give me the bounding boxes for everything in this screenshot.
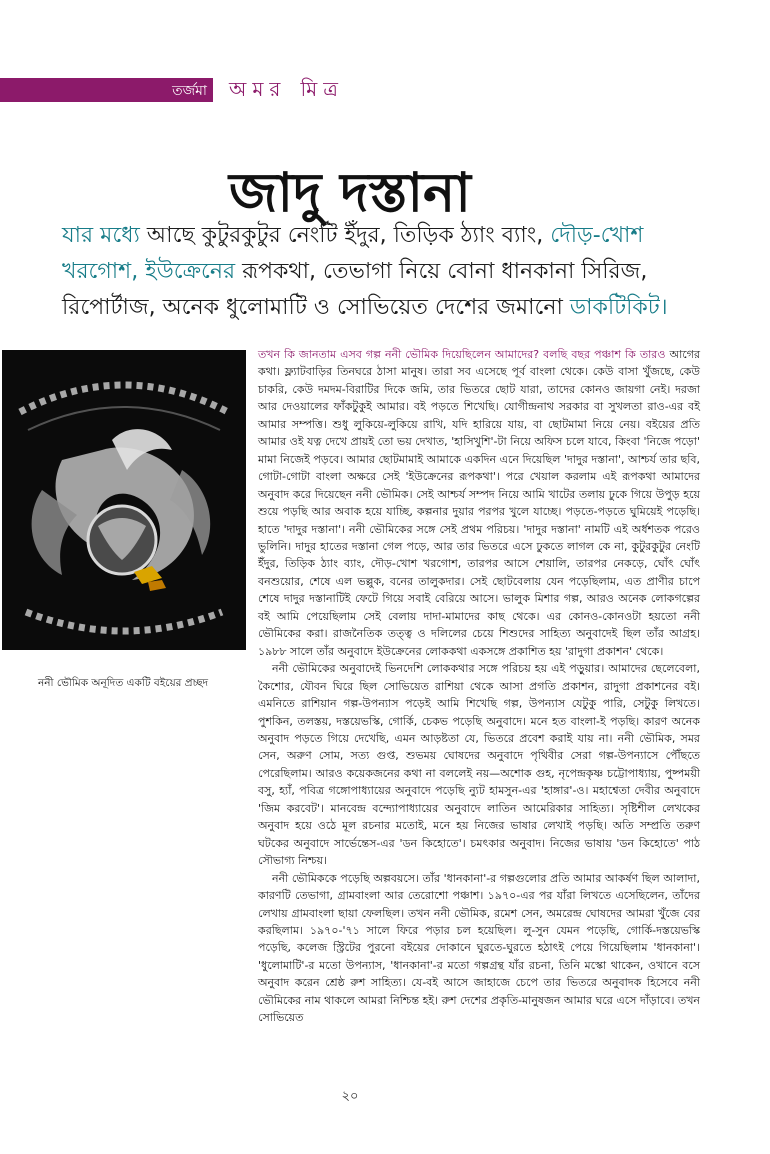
article-title: জাদু দস্তানা [229, 160, 471, 225]
body-paragraph: ননী ভৌমিকের অনুবাদেই ভিনদেশি লোককথার সঙ্গে পরিচয় হয় এই পড়ুয়ার। আমাদের ছেলেবেলা, কৈশোর, যৌবন ঘিরে ছিল সোভিয়েত রাশিয়া থেকে আসা প্রগতি প্রকাশন, রাদুগা প্রকাশনের বই। এমনিতে রাশিয়ান গল্প-উপন্যাস পড়েই আমি শিখেছি গল্প, উপন্যাস যেটুকু পারি, সেটুকু লিখতে। পুশকিন, তলস্তয়, দস্তয়েভস্কি, গোর্কি, চেকভ পড়েছি অনুবাদে। মনে হত বাংলা-ই পড়ছি। কারণ অনেক অনুবাদ পড়তে গিয়ে দেখেছি, এমন আড়ষ্টতা যে, ভিতরে প্রবেশ করাই যায় না। ননী ভৌমিক, সমর সেন, অরুণ সোম, সত্য গুপ্ত, শুভময় ঘোষদের অনুবাদে পৃথিবীর সেরা গল্প-উপন্যাসে পৌঁছতে পেরেছিলাম। আরও কয়েকজনের কথা না বললেই নয়—অশোক গুহ, নৃপেন্দ্রকৃষ্ণ চট্টোপাধ্যায়, পুষ্পময়ী বসু, হ্যাঁ, পবিত্র গঙ্গোপাধ্যায়ের অনুবাদে পড়েছি ন্যুট হামসুন-এর 'হাঙ্গার'-ও। মহাশ্বেতা দেবীর অনুবাদে 'জিম করবেট'। মানবেন্দ্র বন্দ্যোপাধ্যায়ের অনুবাদে লাতিন আমেরিকার সাহিত্য। সৃষ্টিশীল লেখকের অনুবাদ হয়ে ওঠে মূল রচনার মতোই, মনে হয় নিজের ভাষার লেখাই পড়ছি। অতি সম্প্রতি তরুণ ঘটকের অনুবাদে সার্ভেন্তেস-এর 'ডন কিহোতে'। চমৎকার অনুবাদ। নিজের ভাষায় 'ডন কিহোতে' পাঠ সৌভাগ্য নিশ্চয়। [258, 662, 700, 868]
tagline-text: রূপকথা, তেভাগা নিয়ে বোনা ধানকানা সিরিজ, রিপোর্টাজ, অনেক ধুলোমাটি ও সোভিয়েত দেশের জমানো [62, 259, 648, 320]
article-body [258, 346, 700, 1027]
page-number: ২০ [341, 1089, 359, 1104]
body-paragraph-text: আগের কথা। ফ্ল্যাটবাড়ির তিনঘরে ঠাসা মানুষ। তারা সব এসেছে পূর্ব বাংলা থেকে। কেউ বাসা খুঁজছে, কেউ চাকরি, কেউ দমদম-বিরাটির দিকে জমি, তার ভিতরে ছোট যারা, তাদের কোনও জায়গা নেই। দরজা আর দেওয়ালের ফাঁকটুকুই আমার। বই পড়তে শিখেছি। যোগীন্দ্রনাথ সরকার বা সুখলতা রাও-এর বই আমার সম্পত্তি। শুধু লুকিয়ে-লুকিয়ে রাখি, যদি হারিয়ে যায়, বা ছোটমামা নিয়ে নেয়। বইয়ের প্রতি আমার ওই যত্ন দেখে প্রায়ই তো ভয় দেখাত, 'হাসিখুশি'-টা নিয়ে অফিস চলে যাবে, কিংবা 'নিজে পড়ো' মামা নিজেই পড়বে। আমার ছোটমামাই আমাকে একদিন এনে দিয়েছিল 'দাদুর দস্তানা', আশ্চর্য তার ছবি, গোটা-গোটা বাংলা অক্ষরে সেই 'ইউক্রেনের রূপকথা'। পরে খেয়াল করলাম এই রূপকথা আমাদের অনুবাদ করে দিয়েছেন ননী ভৌমিক। সেই আশ্চর্য সম্পদ নিয়ে আমি খাটের তলায় ঢুকে গিয়ে উপুড় হয়ে শুয়ে পড়ছি আর অবাক হয়ে যাচ্ছি, কল্পনার দুয়ার পরপর খুলে যাচ্ছে। পড়তে-পড়তে ঘুমিয়েই পড়েছি। হাতে 'দাদুর দস্তানা'। ননী ভৌমিকের সঙ্গে সেই প্রথম পরিচয়। 'দাদুর দস্তানা' নামটি এই অর্ধশতক পরেও ভুলিনি। দাদুর হাতের দস্তানা গেল পড়ে, আর তার ভিতরে এসে ঢুকতে লাগল কে না, কুটুরকুটুর নেংটি ইঁদুর, তিড়িক ঠ্যাং ব্যাং, দৌড়-খোশ খরগোশ, তারপর আসে শেয়ালি, তারপর নেকড়ে, ঘোঁৎ ঘোঁৎ বনশুয়োর, শেষে এল ভল্লুক, বনের তালুকদার। সেই ছোটবেলায় যেন পড়েছিলাম, এত প্রাণীর চাপে শেষে দাদুর দস্তানাটিই ফেটে গিয়ে সবাই বেরিয়ে আসে। ভালুক মিশার গল্প, আরও অনেক লোকগল্পের বই আমি পেয়েছিলাম সেই বেলায় দাদা-মামাদের কাছ থেকে। এর কোনও-কোনওটা হয়তো ননী ভৌমিকের করা। রাজনৈতিক তত্ত্ব ও দলিলের চেয়ে শিশুদের সাহিত্য অনুবাদেই ছিল তাঁর আগ্রহ। ১৯৮৮ সালে তাঁর অনুবাদে ইউক্রেনের লোককথা একসঙ্গে প্রকাশিত হয় 'রাদুগা প্রকাশন' থেকে। [258, 348, 700, 658]
body-paragraph: ননী ভৌমিককে পড়েছি অল্পবয়সে। তাঁর 'ধানকানা'-র গল্পগুলোর প্রতি আমার আকর্ষণ ছিল আলাদা, কারণটি তেভাগা, গ্রামবাংলা আর তেরোশো পঞ্চাশ। ১৯৭০-এর পর যাঁরা লিখতে এসেছিলেন, তাঁদের লেখায় গ্রামবাংলা ছায়া ফেলছিল। তখন ননী ভৌমিক, রমেশ সেন, অমরেন্দ্র ঘোষদের আমরা খুঁজে বের করছিলাম। ১৯৭০-'৭১ সালে ফিরে পড়ার চল হয়েছিল। লু-সুন যেমন পড়েছি, গোর্কি-দস্তয়েভস্কি পড়েছি, কলেজ স্ট্রিটের পুরনো বইয়ের দোকানে ঘুরতে-ঘুরতে হঠাৎই পেয়ে গিয়েছিলাম 'ধানকানা'। 'ধুলোমাটি'-র মতো উপন্যাস, 'ধানকানা'-র মতো গল্পগ্রন্থ যাঁর রচনা, তিনি মস্কো থাকেন, ওখানে বসে অনুবাদ করেন শ্রেষ্ঠ রুশ সাহিত্য। যে-বই আসে জাহাজে চেপে তার ভিতরে অনুবাদক হিসেবে ননী ভৌমিকের নাম থাকলে আমরা নিশ্চিন্ত হই। রুশ দেশের প্রকৃতি-মানুষজন আমার ঘরে এসে দাঁড়াবে। তখন সোভিয়েত [258, 871, 700, 1025]
figure-caption: ননী ভৌমিক অনূদিত একটি বইয়ের প্রচ্ছদ [37, 677, 209, 689]
author-last-name: মিত্র [300, 77, 344, 101]
book-cover-illustration-icon [2, 350, 246, 650]
tagline-text: আছে কুটুরকুটুর নেংটি ইঁদুর, তিড়িক ঠ্যাং ব্যাং, [139, 223, 551, 248]
tagline [62, 218, 712, 326]
author-first-name: অমর [229, 77, 287, 101]
body-lead: তখন কি জানতাম এসব গল্প ননী ভৌমিক দিয়েছিলেন আমাদের? বলছি বছর পঞ্চাশ কি তারও [258, 348, 666, 361]
author-name [229, 72, 344, 106]
section-label: তর্জমা [172, 83, 207, 99]
book-cover-illustration [2, 350, 246, 650]
body-paragraph [258, 346, 700, 660]
tagline-highlight: যার মধ্যে [62, 223, 140, 248]
tagline-highlight: ডাকটিকিট। [569, 295, 668, 320]
tagline-highlight: দৌড়-খোশ খরগোশ, ইউক্রেনের [62, 223, 644, 284]
